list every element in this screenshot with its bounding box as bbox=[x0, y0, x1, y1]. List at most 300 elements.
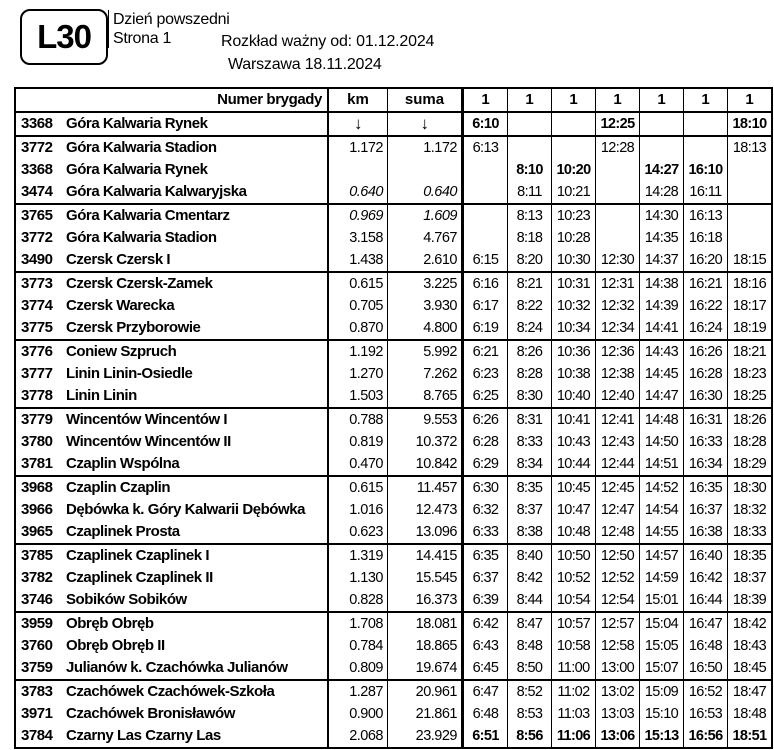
line-number-badge: L30 bbox=[20, 9, 108, 65]
time-cell: 8:47 bbox=[508, 612, 552, 635]
time-cell: 12:30 bbox=[596, 249, 640, 272]
stop-code: 3783 bbox=[21, 683, 53, 700]
time-cell: 15:04 bbox=[640, 612, 684, 635]
suma-cell: 16.373 bbox=[388, 589, 463, 612]
trip-column-header: 1 bbox=[463, 88, 508, 112]
km-cell: 0.819 bbox=[328, 431, 388, 453]
time-cell bbox=[640, 112, 684, 136]
time-cell: 14:55 bbox=[640, 521, 684, 544]
time-cell: 8:21 bbox=[508, 272, 552, 295]
stop-name: Góra Kalwaria Rynek bbox=[66, 161, 208, 178]
stop-name: Czachówek Czachówek-Szkoła bbox=[66, 683, 275, 700]
time-cell: 10:58 bbox=[552, 635, 596, 657]
time-cell: 18:39 bbox=[728, 589, 773, 612]
down-arrow-icon: ↓ bbox=[388, 112, 463, 136]
stop-cell bbox=[15, 680, 328, 703]
stop-cell bbox=[15, 567, 328, 589]
stop-cell bbox=[15, 181, 328, 204]
time-cell: 12:45 bbox=[596, 476, 640, 499]
time-cell: 6:28 bbox=[463, 431, 508, 453]
time-cell bbox=[596, 204, 640, 227]
time-cell: 14:59 bbox=[640, 567, 684, 589]
km-cell bbox=[328, 159, 388, 181]
time-cell bbox=[508, 136, 552, 159]
time-cell bbox=[640, 136, 684, 159]
stop-code: 3778 bbox=[21, 387, 53, 404]
time-cell bbox=[463, 181, 508, 204]
time-cell: 6:19 bbox=[463, 317, 508, 340]
time-cell: 15:05 bbox=[640, 635, 684, 657]
km-cell: 1.287 bbox=[328, 680, 388, 703]
km-cell: 0.969 bbox=[328, 204, 388, 227]
stop-cell bbox=[15, 204, 328, 227]
time-cell: 10:30 bbox=[552, 249, 596, 272]
time-cell: 8:34 bbox=[508, 453, 552, 476]
day-type-block bbox=[108, 10, 229, 48]
table-row bbox=[15, 249, 772, 272]
table-row bbox=[15, 567, 772, 589]
km-cell: 0.640 bbox=[328, 181, 388, 204]
time-cell: 6:33 bbox=[463, 521, 508, 544]
time-cell: 12:58 bbox=[596, 635, 640, 657]
stop-code: 3772 bbox=[21, 229, 53, 246]
table-row bbox=[15, 340, 772, 363]
time-cell: 12:28 bbox=[596, 136, 640, 159]
stop-cell bbox=[15, 112, 328, 136]
time-cell: 16:42 bbox=[684, 567, 728, 589]
time-cell: 6:47 bbox=[463, 680, 508, 703]
table-row bbox=[15, 499, 772, 521]
time-cell bbox=[596, 181, 640, 204]
table-row bbox=[15, 657, 772, 680]
time-cell: 18:17 bbox=[728, 295, 773, 317]
stop-name: Czaplinek Prosta bbox=[66, 523, 180, 540]
km-cell: 0.788 bbox=[328, 408, 388, 431]
table-row bbox=[15, 363, 772, 385]
table-row bbox=[15, 635, 772, 657]
time-cell: 16:33 bbox=[684, 431, 728, 453]
time-cell: 16:37 bbox=[684, 499, 728, 521]
time-cell: 10:23 bbox=[552, 204, 596, 227]
time-cell: 6:25 bbox=[463, 385, 508, 408]
stop-cell bbox=[15, 635, 328, 657]
stop-name: Obręb Obręb II bbox=[66, 637, 165, 654]
km-cell: 1.438 bbox=[328, 249, 388, 272]
time-cell: 10:32 bbox=[552, 295, 596, 317]
time-cell: 14:39 bbox=[640, 295, 684, 317]
stop-code: 3971 bbox=[21, 705, 53, 722]
time-cell: 16:35 bbox=[684, 476, 728, 499]
time-cell bbox=[508, 112, 552, 136]
time-cell: 15:01 bbox=[640, 589, 684, 612]
time-cell: 8:22 bbox=[508, 295, 552, 317]
time-cell: 14:48 bbox=[640, 408, 684, 431]
stop-name: Czaplinek Czaplinek II bbox=[66, 569, 213, 586]
time-cell: 14:35 bbox=[640, 227, 684, 249]
km-cell: 0.623 bbox=[328, 521, 388, 544]
time-cell: 6:29 bbox=[463, 453, 508, 476]
time-cell: 12:47 bbox=[596, 499, 640, 521]
stop-cell bbox=[15, 521, 328, 544]
time-cell: 18:16 bbox=[728, 272, 773, 295]
time-cell: 12:38 bbox=[596, 363, 640, 385]
stop-cell bbox=[15, 431, 328, 453]
time-cell: 14:28 bbox=[640, 181, 684, 204]
time-cell: 10:36 bbox=[552, 340, 596, 363]
time-cell: 12:32 bbox=[596, 295, 640, 317]
table-row bbox=[15, 703, 772, 725]
stop-name: Linin Linin-Osiedle bbox=[66, 365, 193, 382]
time-cell: 8:53 bbox=[508, 703, 552, 725]
time-cell: 16:26 bbox=[684, 340, 728, 363]
time-cell: 18:23 bbox=[728, 363, 773, 385]
stop-cell bbox=[15, 385, 328, 408]
stop-name: Wincentów Wincentów I bbox=[66, 411, 228, 428]
page-number-label: Strona 1 bbox=[113, 30, 172, 47]
stop-name: Czersk Przyborowie bbox=[66, 319, 201, 336]
km-cell: 1.016 bbox=[328, 499, 388, 521]
time-cell: 16:34 bbox=[684, 453, 728, 476]
table-row bbox=[15, 112, 772, 136]
stop-name: Góra Kalwaria Rynek bbox=[66, 115, 208, 132]
stop-code: 3968 bbox=[21, 479, 53, 496]
suma-header: suma bbox=[388, 88, 463, 112]
time-cell: 16:56 bbox=[684, 725, 728, 748]
time-cell: 8:48 bbox=[508, 635, 552, 657]
stop-cell bbox=[15, 453, 328, 476]
time-cell: 10:50 bbox=[552, 544, 596, 567]
time-cell: 14:43 bbox=[640, 340, 684, 363]
time-cell: 8:26 bbox=[508, 340, 552, 363]
time-cell: 6:42 bbox=[463, 612, 508, 635]
time-cell: 14:30 bbox=[640, 204, 684, 227]
stop-cell bbox=[15, 408, 328, 431]
stop-code: 3776 bbox=[21, 343, 53, 360]
stop-cell bbox=[15, 363, 328, 385]
suma-cell: 2.610 bbox=[388, 249, 463, 272]
suma-cell: 21.861 bbox=[388, 703, 463, 725]
stop-code: 3781 bbox=[21, 455, 53, 472]
stop-cell bbox=[15, 340, 328, 363]
time-cell: 6:21 bbox=[463, 340, 508, 363]
time-cell: 16:40 bbox=[684, 544, 728, 567]
trip-column-header: 1 bbox=[508, 88, 552, 112]
time-cell: 14:52 bbox=[640, 476, 684, 499]
km-cell: 0.615 bbox=[328, 272, 388, 295]
stop-name: Czaplin Czaplin bbox=[66, 479, 171, 496]
time-cell: 8:40 bbox=[508, 544, 552, 567]
time-cell: 18:30 bbox=[728, 476, 773, 499]
time-cell: 10:43 bbox=[552, 431, 596, 453]
time-cell: 12:43 bbox=[596, 431, 640, 453]
time-cell bbox=[463, 159, 508, 181]
time-cell: 10:52 bbox=[552, 567, 596, 589]
time-cell: 10:48 bbox=[552, 521, 596, 544]
stop-code: 3779 bbox=[21, 411, 53, 428]
km-cell: 1.319 bbox=[328, 544, 388, 567]
time-cell: 12:25 bbox=[596, 112, 640, 136]
km-cell: 1.708 bbox=[328, 612, 388, 635]
suma-cell: 4.800 bbox=[388, 317, 463, 340]
table-row bbox=[15, 159, 772, 181]
time-cell: 8:10 bbox=[508, 159, 552, 181]
stop-code: 3368 bbox=[21, 161, 53, 178]
time-cell bbox=[596, 159, 640, 181]
stop-code: 3772 bbox=[21, 139, 53, 156]
time-cell bbox=[728, 227, 773, 249]
stop-code: 3774 bbox=[21, 297, 53, 314]
time-cell: 14:47 bbox=[640, 385, 684, 408]
time-cell: 6:15 bbox=[463, 249, 508, 272]
time-cell: 8:44 bbox=[508, 589, 552, 612]
timetable-container bbox=[14, 87, 773, 749]
time-cell: 16:44 bbox=[684, 589, 728, 612]
time-cell: 16:47 bbox=[684, 612, 728, 635]
time-cell: 8:20 bbox=[508, 249, 552, 272]
km-cell: 0.470 bbox=[328, 453, 388, 476]
suma-cell: 8.765 bbox=[388, 385, 463, 408]
time-cell: 16:31 bbox=[684, 408, 728, 431]
suma-cell: 12.473 bbox=[388, 499, 463, 521]
time-cell: 10:21 bbox=[552, 181, 596, 204]
time-cell: 12:54 bbox=[596, 589, 640, 612]
brigade-number-header: Numer brygady bbox=[15, 88, 328, 112]
stop-code: 3784 bbox=[21, 727, 53, 744]
time-cell: 6:10 bbox=[463, 112, 508, 136]
time-cell: 15:13 bbox=[640, 725, 684, 748]
city-date-label: Warszawa 18.11.2024 bbox=[228, 56, 382, 73]
stop-code: 3966 bbox=[21, 501, 53, 518]
time-cell: 6:32 bbox=[463, 499, 508, 521]
time-cell: 6:26 bbox=[463, 408, 508, 431]
time-cell: 16:53 bbox=[684, 703, 728, 725]
time-cell: 10:34 bbox=[552, 317, 596, 340]
table-row bbox=[15, 385, 772, 408]
time-cell: 16:11 bbox=[684, 181, 728, 204]
suma-cell bbox=[388, 159, 463, 181]
km-cell: 3.158 bbox=[328, 227, 388, 249]
km-cell: 0.615 bbox=[328, 476, 388, 499]
km-cell: 1.172 bbox=[328, 136, 388, 159]
time-cell: 12:31 bbox=[596, 272, 640, 295]
time-cell: 12:48 bbox=[596, 521, 640, 544]
stop-name: Julianów k. Czachówka Julianów bbox=[66, 659, 288, 676]
table-row bbox=[15, 680, 772, 703]
stop-code: 3775 bbox=[21, 319, 53, 336]
suma-cell: 9.553 bbox=[388, 408, 463, 431]
time-cell: 6:48 bbox=[463, 703, 508, 725]
time-cell: 18:21 bbox=[728, 340, 773, 363]
time-cell bbox=[552, 136, 596, 159]
km-cell: 1.130 bbox=[328, 567, 388, 589]
stop-code: 3746 bbox=[21, 591, 53, 608]
time-cell: 8:18 bbox=[508, 227, 552, 249]
stop-code: 3785 bbox=[21, 547, 53, 564]
time-cell: 10:20 bbox=[552, 159, 596, 181]
time-cell: 6:16 bbox=[463, 272, 508, 295]
time-cell: 14:57 bbox=[640, 544, 684, 567]
stop-code: 3777 bbox=[21, 365, 53, 382]
stop-code: 3760 bbox=[21, 637, 53, 654]
suma-cell: 0.640 bbox=[388, 181, 463, 204]
stop-code: 3474 bbox=[21, 183, 53, 200]
stop-code: 3759 bbox=[21, 659, 53, 676]
time-cell: 8:37 bbox=[508, 499, 552, 521]
table-row bbox=[15, 317, 772, 340]
table-row bbox=[15, 227, 772, 249]
stop-name: Czersk Warecka bbox=[66, 297, 175, 314]
trip-column-header: 1 bbox=[728, 88, 773, 112]
time-cell: 8:30 bbox=[508, 385, 552, 408]
trip-column-header: 1 bbox=[640, 88, 684, 112]
time-cell bbox=[728, 181, 773, 204]
validity-date-label: Rozkład ważny od: 01.12.2024 bbox=[221, 33, 435, 50]
stop-cell bbox=[15, 159, 328, 181]
stop-name: Wincentów Wincentów II bbox=[66, 433, 231, 450]
time-cell: 8:35 bbox=[508, 476, 552, 499]
time-cell bbox=[728, 159, 773, 181]
suma-cell: 3.930 bbox=[388, 295, 463, 317]
time-cell bbox=[728, 204, 773, 227]
stop-name: Czersk Czersk I bbox=[66, 251, 171, 268]
time-cell: 6:37 bbox=[463, 567, 508, 589]
time-cell: 12:52 bbox=[596, 567, 640, 589]
suma-cell: 19.674 bbox=[388, 657, 463, 680]
time-cell: 10:54 bbox=[552, 589, 596, 612]
stop-code: 3773 bbox=[21, 275, 53, 292]
km-cell: 1.270 bbox=[328, 363, 388, 385]
stop-name: Góra Kalwaria Stadion bbox=[66, 229, 217, 246]
suma-cell: 20.961 bbox=[388, 680, 463, 703]
suma-cell: 11.457 bbox=[388, 476, 463, 499]
km-cell: 0.828 bbox=[328, 589, 388, 612]
time-cell: 18:45 bbox=[728, 657, 773, 680]
trip-column-header: 1 bbox=[596, 88, 640, 112]
suma-cell: 13.096 bbox=[388, 521, 463, 544]
time-cell: 12:34 bbox=[596, 317, 640, 340]
time-cell: 14:51 bbox=[640, 453, 684, 476]
time-cell: 18:47 bbox=[728, 680, 773, 703]
suma-cell: 4.767 bbox=[388, 227, 463, 249]
time-cell: 12:36 bbox=[596, 340, 640, 363]
time-cell: 6:39 bbox=[463, 589, 508, 612]
table-row bbox=[15, 431, 772, 453]
stop-name: Góra Kalwaria Stadion bbox=[66, 139, 217, 156]
time-cell: 6:17 bbox=[463, 295, 508, 317]
stop-code: 3959 bbox=[21, 615, 53, 632]
time-cell: 8:52 bbox=[508, 680, 552, 703]
table-row bbox=[15, 272, 772, 295]
time-cell: 18:25 bbox=[728, 385, 773, 408]
table-row bbox=[15, 204, 772, 227]
time-cell: 18:26 bbox=[728, 408, 773, 431]
km-cell: 0.705 bbox=[328, 295, 388, 317]
time-cell: 18:43 bbox=[728, 635, 773, 657]
stop-name: Sobików Sobików bbox=[66, 591, 187, 608]
time-cell: 12:41 bbox=[596, 408, 640, 431]
stop-cell bbox=[15, 703, 328, 725]
time-cell: 10:45 bbox=[552, 476, 596, 499]
suma-cell: 15.545 bbox=[388, 567, 463, 589]
table-row bbox=[15, 453, 772, 476]
suma-cell: 7.262 bbox=[388, 363, 463, 385]
time-cell: 10:38 bbox=[552, 363, 596, 385]
time-cell: 18:37 bbox=[728, 567, 773, 589]
suma-cell: 18.865 bbox=[388, 635, 463, 657]
stop-cell bbox=[15, 476, 328, 499]
stop-code: 3368 bbox=[21, 115, 53, 132]
time-cell: 18:33 bbox=[728, 521, 773, 544]
time-cell: 13:00 bbox=[596, 657, 640, 680]
time-cell: 16:24 bbox=[684, 317, 728, 340]
time-cell: 13:06 bbox=[596, 725, 640, 748]
stop-cell bbox=[15, 499, 328, 521]
time-cell: 10:41 bbox=[552, 408, 596, 431]
suma-cell: 3.225 bbox=[388, 272, 463, 295]
suma-cell: 5.992 bbox=[388, 340, 463, 363]
time-cell: 16:22 bbox=[684, 295, 728, 317]
time-cell: 11:02 bbox=[552, 680, 596, 703]
stop-cell bbox=[15, 136, 328, 159]
suma-cell: 1.609 bbox=[388, 204, 463, 227]
time-cell: 16:20 bbox=[684, 249, 728, 272]
time-cell: 14:45 bbox=[640, 363, 684, 385]
stop-name: Czachówek Bronisławów bbox=[66, 705, 235, 722]
stop-name: Góra Kalwaria Cmentarz bbox=[66, 207, 230, 224]
table-row bbox=[15, 408, 772, 431]
time-cell: 16:52 bbox=[684, 680, 728, 703]
timetable bbox=[14, 87, 773, 749]
table-row bbox=[15, 589, 772, 612]
suma-cell: 23.929 bbox=[388, 725, 463, 748]
stop-cell bbox=[15, 612, 328, 635]
time-cell: 16:28 bbox=[684, 363, 728, 385]
stop-cell bbox=[15, 249, 328, 272]
time-cell: 16:10 bbox=[684, 159, 728, 181]
stop-cell bbox=[15, 725, 328, 748]
stop-name: Dębówka k. Góry Kalwarii Dębówka bbox=[66, 501, 306, 518]
time-cell bbox=[684, 112, 728, 136]
km-cell: 0.784 bbox=[328, 635, 388, 657]
stop-name: Czaplin Wspólna bbox=[66, 455, 180, 472]
time-cell: 8:13 bbox=[508, 204, 552, 227]
stop-cell bbox=[15, 317, 328, 340]
time-cell: 6:35 bbox=[463, 544, 508, 567]
km-cell: 0.870 bbox=[328, 317, 388, 340]
time-cell bbox=[552, 112, 596, 136]
time-cell: 16:18 bbox=[684, 227, 728, 249]
time-cell: 16:48 bbox=[684, 635, 728, 657]
time-cell: 11:00 bbox=[552, 657, 596, 680]
time-cell: 18:51 bbox=[728, 725, 773, 748]
table-row bbox=[15, 521, 772, 544]
time-cell: 16:13 bbox=[684, 204, 728, 227]
time-cell: 10:40 bbox=[552, 385, 596, 408]
time-cell: 18:48 bbox=[728, 703, 773, 725]
time-cell: 10:57 bbox=[552, 612, 596, 635]
stop-cell bbox=[15, 589, 328, 612]
time-cell: 8:24 bbox=[508, 317, 552, 340]
time-cell bbox=[463, 204, 508, 227]
stop-name: Czersk Czersk-Zamek bbox=[66, 275, 213, 292]
time-cell: 14:27 bbox=[640, 159, 684, 181]
km-cell: 1.503 bbox=[328, 385, 388, 408]
time-cell: 8:28 bbox=[508, 363, 552, 385]
time-cell: 10:44 bbox=[552, 453, 596, 476]
time-cell: 12:40 bbox=[596, 385, 640, 408]
time-cell: 8:42 bbox=[508, 567, 552, 589]
km-cell: 0.809 bbox=[328, 657, 388, 680]
